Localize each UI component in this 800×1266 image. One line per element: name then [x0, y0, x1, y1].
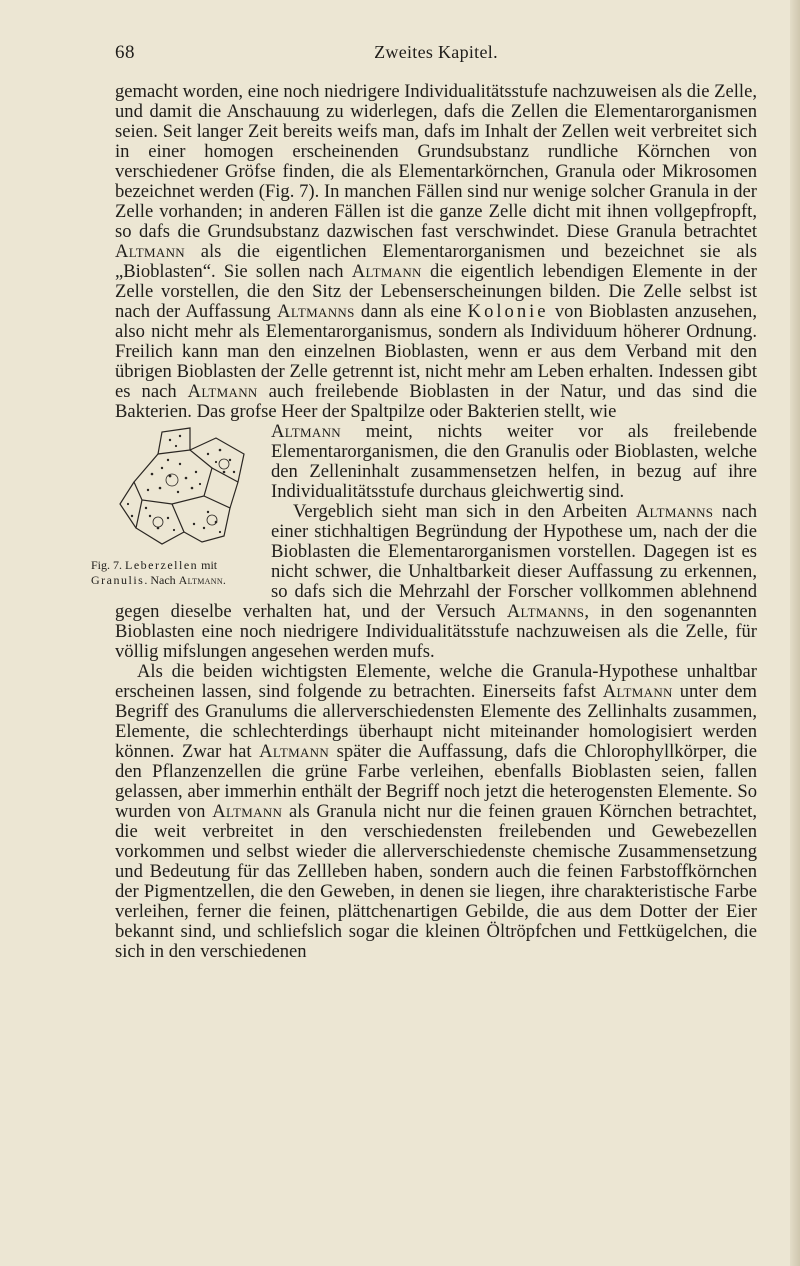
text-run: meint, nichts weiter vor als freilebende Elementarorganismen, die den Granulis oder Bioblasten, welche den Zelleninhalt zusammensetzen helfen, in bezug auf ihre Individualitätsstufe durchaus gleichwertig sind. [271, 421, 757, 502]
caption-author: Altmann [178, 573, 223, 587]
caption-label: Fig. 7. [91, 558, 123, 572]
text-run: unter dem Begriff des Granulums die allerverschiedensten Elemente des Zellinhalts zusammen, Elemente, die schlechterdings überhaupt nicht miteinander homologisiert werden können. Zwar hat [115, 681, 757, 762]
caption-text: Granulis [91, 573, 145, 587]
text-run: dann als eine [354, 301, 468, 322]
author-name: Altmann [115, 241, 185, 262]
caption-text: Leberzellen [125, 558, 199, 572]
text-run: auch freilebende Bioblasten in der Natur, und das sind die Bakterien. Das grofse Heer der Spaltpilze oder Bakterien stellt, wie [115, 381, 757, 422]
emphasis-term: Kolonie [467, 301, 549, 322]
page-header [115, 42, 757, 68]
page-number: 68 [115, 42, 135, 63]
author-name: Altmann [212, 801, 283, 822]
body-text [91, 81, 758, 962]
caption-text: . [222, 573, 226, 587]
liver-cells-illustration [112, 424, 252, 556]
text-run: nach einer stichhaltigen Begründung der Hypothese um, nach der die Bioblasten die Elementarorganismen vorstellen. Dagegen ist es nicht schwer, die Unhaltbarkeit dieser Auffassung zu erkennen, so dafs sich die Mehrzahl der Forscher vollkommen ablehnend gegen dieselbe verhalten hat, und der Versuch [115, 501, 757, 622]
page-edge-shadow [790, 0, 800, 1266]
text-run: Als die beiden wichtigsten Elemente, welche die Granula-Hypothese unhaltbar erscheinen lassen, sind folgende zu betrachten. Einerseits fafst [115, 661, 757, 702]
author-name: Altmann [271, 421, 341, 442]
author-name: Altmanns [506, 601, 585, 622]
author-name: Altmanns [635, 501, 714, 522]
caption-text: . Nach [144, 573, 179, 587]
author-name: Altmann [602, 681, 673, 702]
text-run: von Bioblasten anzusehen, also nicht mehr als Elementarorganismus, sondern als Individuum höherer Ordnung. Freilich kann man den einzelnen Bioblasten, wenn er aus dem Verband mit den übrigen Bioblasten der Zelle getrennt ist, nicht mehr am Leben erhalten. Indessen gibt es nach [115, 301, 757, 402]
figure-7 [91, 424, 261, 588]
paragraph-3 [115, 662, 757, 962]
text-run: gemacht worden, eine noch niedrigere Individualitätsstufe nachzuweisen als die Zelle, und damit die Anschauung zu widerlegen, dafs die Zellen die Elementarorganismen seien. Seit langer Zeit bereits weifs man, dafs im Inhalt der Zellen weit verbreitet sich in einer homogen erscheinenden Grundsubstanz rundliche Körnchen von verschiedener Gröfse finden, die als Elementarkörnchen, Granula oder Mikrosomen bezeichnet werden (Fig. 7). In manchen Fällen sind nur wenige solcher Granula in der Zelle vorhanden; in anderen Fällen ist die ganze Zelle dicht mit ihnen vollgepfropft, so dafs die Grundsubstanz dazwischen fast verschwindet. Diese Granula betrachtet [115, 81, 757, 242]
paragraph-1 [115, 82, 757, 422]
text-run: später die Auffassung, dafs die Chlorophyllkörper, die den Pflanzenzellen die grüne Farbe verleihen, ebenfalls Bioblasten seien, fallen gelassen, aber immerhin enthält der Begriff noch jetzt die heterogensten Elemente. So wurden von [115, 741, 758, 822]
text-run: die eigentlich lebendigen Elemente in der Zelle vorstellen, die den Sitz der Lebenserscheinungen bilden. Die Zelle selbst ist nach der Auffassung [115, 261, 758, 322]
running-title: Zweites Kapitel. [374, 42, 498, 62]
text-run: Vergeblich sieht man sich in den Arbeiten [293, 501, 636, 522]
text-run: als Granula nicht nur die feinen grauen Körnchen betrachtet, die weit verbreitet in den verschiedensten freilebenden und Gewebezellen vorkommen und selbst wieder die allerverschiedenste chemische Zusammensetzung und Bedeutung für das Zellleben haben, sondern auch die feinen Farbstoffkörnchen der Pigmentzellen, die den Geweben, in denen sie liegen, ihre charakteristische Farbe verleihen, ferner die feinen, plättchenartigen Gebilde, die aus dem Dotter der Eier bekannt sind, und schliefslich sogar die kleinen Öltröpfchen und Fettkügelchen, die sich in den verschiedenen [115, 801, 758, 962]
text-run: , in den sogenannten Bioblasten eine noch niedrigere Individualitätsstufe nachzuweisen als die Zelle, für völlig mifslungen angesehen werden mufs. [115, 601, 757, 662]
author-name: Altmann [187, 381, 258, 402]
text-run: als die eigentlichen Elementarorganismen und bezeichnet sie als „Bioblasten“. Sie sollen nach [115, 241, 757, 282]
author-name: Altmann [259, 741, 330, 762]
caption-text: mit [198, 558, 218, 572]
author-name: Altmann [351, 261, 422, 282]
author-name: Altmanns [277, 301, 355, 322]
figure-caption [91, 558, 261, 588]
